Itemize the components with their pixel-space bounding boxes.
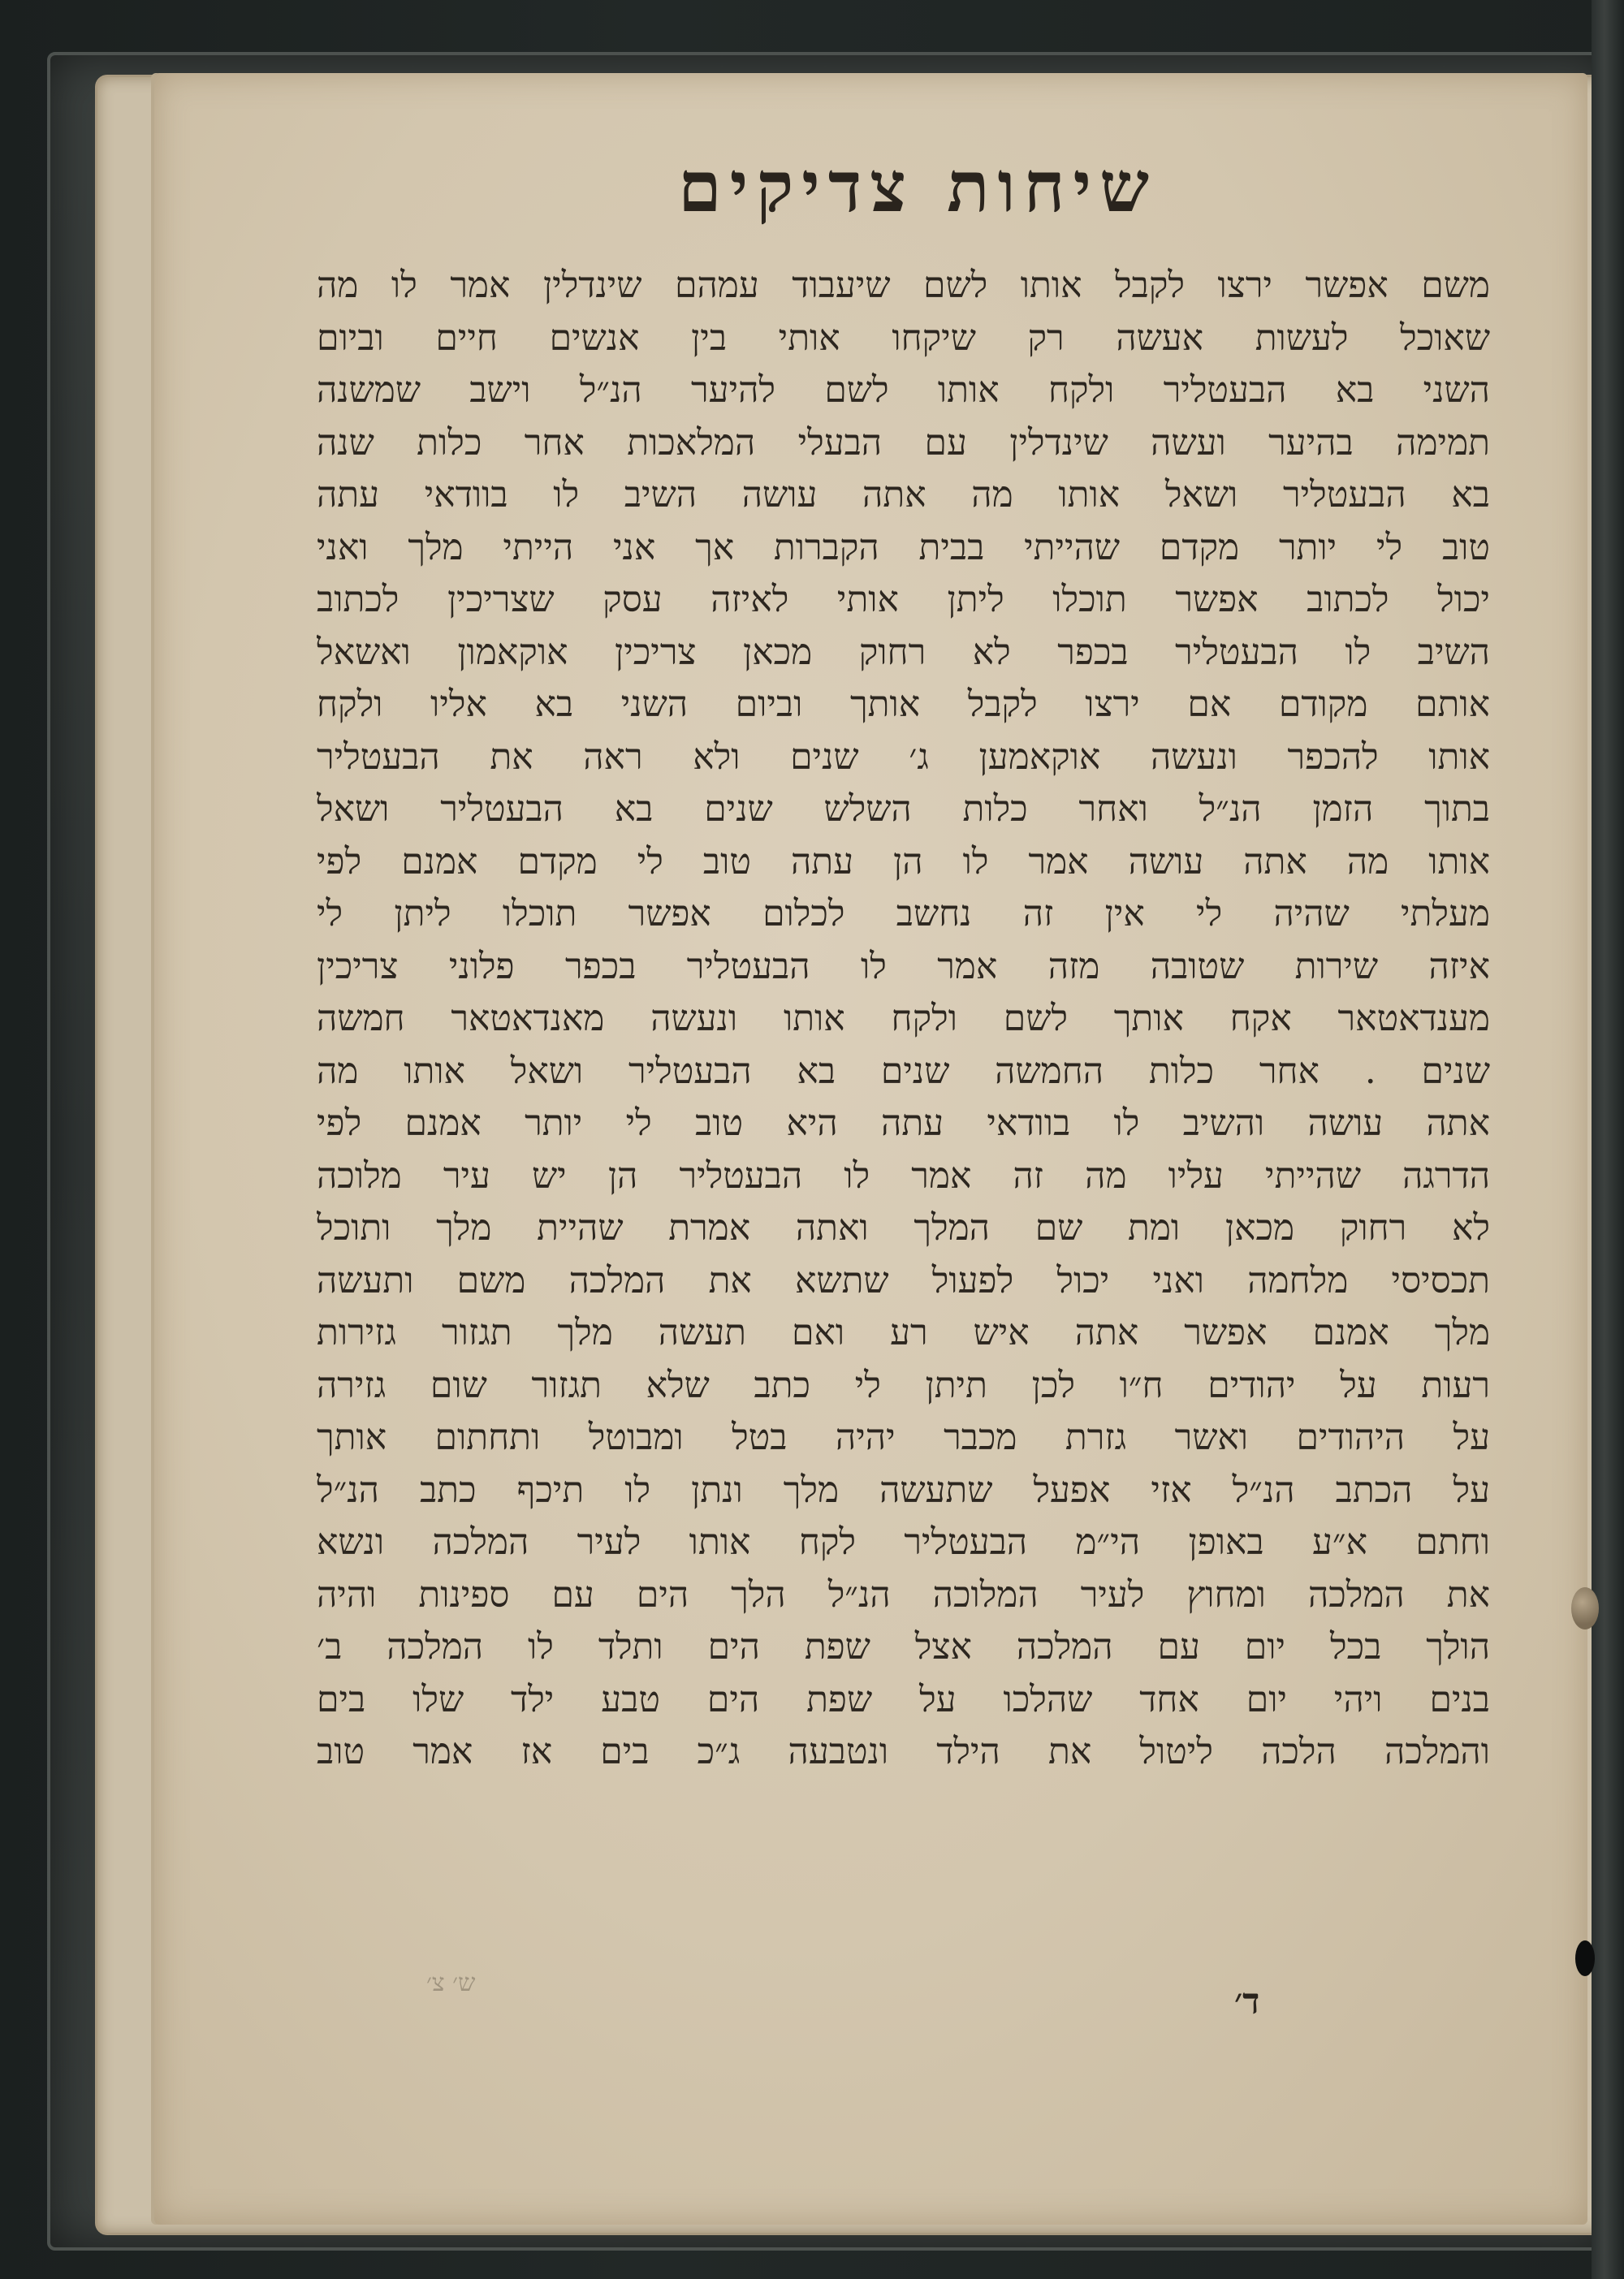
text-line: רעות על יהודים ח״ו לכן תיתן לי כתב שלא תגזור שום גזירה — [317, 1364, 1490, 1406]
text-line: יכול לכתוב אפשר תוכלו ליתן אותי לאיזה עסק שצריכין לכתוב — [317, 579, 1490, 620]
text-line: תכסיסי מלחמה ואני יכול לפעול שתשא את המלכה משם ותעשה — [317, 1259, 1490, 1301]
text-line: טוב לי יותר מקדם שהייתי בבית הקברות אך אני הייתי מלך ואני — [317, 526, 1490, 568]
body-text — [317, 260, 1490, 1779]
text-line: הדרגה שהייתי עליו מה זה אמר לו הבעטליר הן יש עיר מלוכה — [317, 1155, 1490, 1197]
text-line: על הכתב הנ״ל אזי אפעל שתעשה מלך ונתן לו תיכף כתב הנ״ל — [317, 1469, 1490, 1511]
text-line: את המלכה ומחוץ לעיר המלוכה הנ״ל הלך הים עם ספינות והיה — [317, 1573, 1490, 1616]
text-line: על היהודים ואשר גזרת מכבר יהיה בטל ומבוטל ותחתום אותך — [317, 1417, 1490, 1458]
text-line: איזה שירות שטובה מזה אמר לו הבעטליר בכפר פלוני צריכין — [317, 945, 1490, 987]
text-line: מעלתי שהיה לי אין זה נחשב לכלום אפשר תוכלו ליתן לי — [317, 893, 1490, 934]
text-line: אותם מקודם אם ירצו לקבל אותך וביום השני בא אליו ולקח — [317, 684, 1490, 725]
text-line: בתוך הזמן הנ״ל ואחר כלות השלש שנים בא הבעטליר ושאל — [317, 788, 1490, 830]
page-title: שיחות צדיקים — [678, 146, 1157, 228]
faint-stamp: ש׳ צ׳ — [426, 1969, 476, 1997]
text-line: וחתם א״ע באופן הי״מ הבעטליר לקח אותו לעיר המלכה ונשא — [317, 1521, 1490, 1563]
text-line: שאוכל לעשות אעשה רק שיקחו אותי בין אנשים חיים וביום — [317, 317, 1490, 359]
text-line: לא רחוק מכאן ומת שם המלך ואתה אמרת שהיית מלך ותוכל — [317, 1207, 1490, 1249]
page-number: ד׳ — [1234, 1981, 1260, 2022]
text-line: והמלכה הלכה ליטול את הילד ונטבעה ג״כ בים אז אמר טוב — [317, 1731, 1490, 1772]
text-line: תמימה בהיער ועשה שינדלין עם הבעלי המלאכות אחר כלות שנה — [317, 421, 1490, 464]
book-spine — [1592, 0, 1624, 2279]
text-line: הולך בכל יום עם המלכה אצל שפת הים ותלד לו המלכה ב׳ — [317, 1626, 1490, 1668]
text-line: מלך אמנם אפשר אתה איש רע ואם תעשה מלך תגזור גזירות — [317, 1312, 1490, 1353]
text-line: אתה עושה והשיב לו בוודאי עתה היא טוב לי יותר אמנם לפי — [317, 1103, 1490, 1144]
text-line: בנים ויהי יום אחד שהלכו על שפת הים טבע ילד שלו בים — [317, 1678, 1490, 1720]
text-line: מענדאטאר אקח אותך לשם ולקח אותו ונעשה מאנדאטאר חמשה — [317, 998, 1490, 1039]
text-line: אותו מה אתה עושה אמר לו הן עתה טוב לי מקדם אמנם לפי — [317, 840, 1490, 883]
text-line: אותו להכפר ונעשה אוקאמען ג׳ שנים ולא ראה את הבעטליר — [317, 736, 1490, 778]
binding-thread-knot — [1571, 1587, 1599, 1629]
text-line: משם אפשר ירצו לקבל אותו לשם שיעבוד עמהם שינדלין אמר לו מה — [317, 265, 1490, 306]
text-line: השני בא הבעטליר ולקח אותו לשם להיער הנ״ל וישב שמשנה — [317, 369, 1490, 411]
text-line: השיב לו הבעטליר בכפר לא רחוק מכאן צריכין אוקאמון ואשאל — [317, 631, 1490, 673]
text-line: שנים . אחר כלות החמשה שנים בא הבעטליר ושאל אותו מה — [317, 1050, 1490, 1092]
binding-hole — [1575, 1940, 1595, 1976]
text-line: בא הבעטליר ושאל אותו מה אתה עושה השיב לו בוודאי עתה — [317, 474, 1490, 516]
